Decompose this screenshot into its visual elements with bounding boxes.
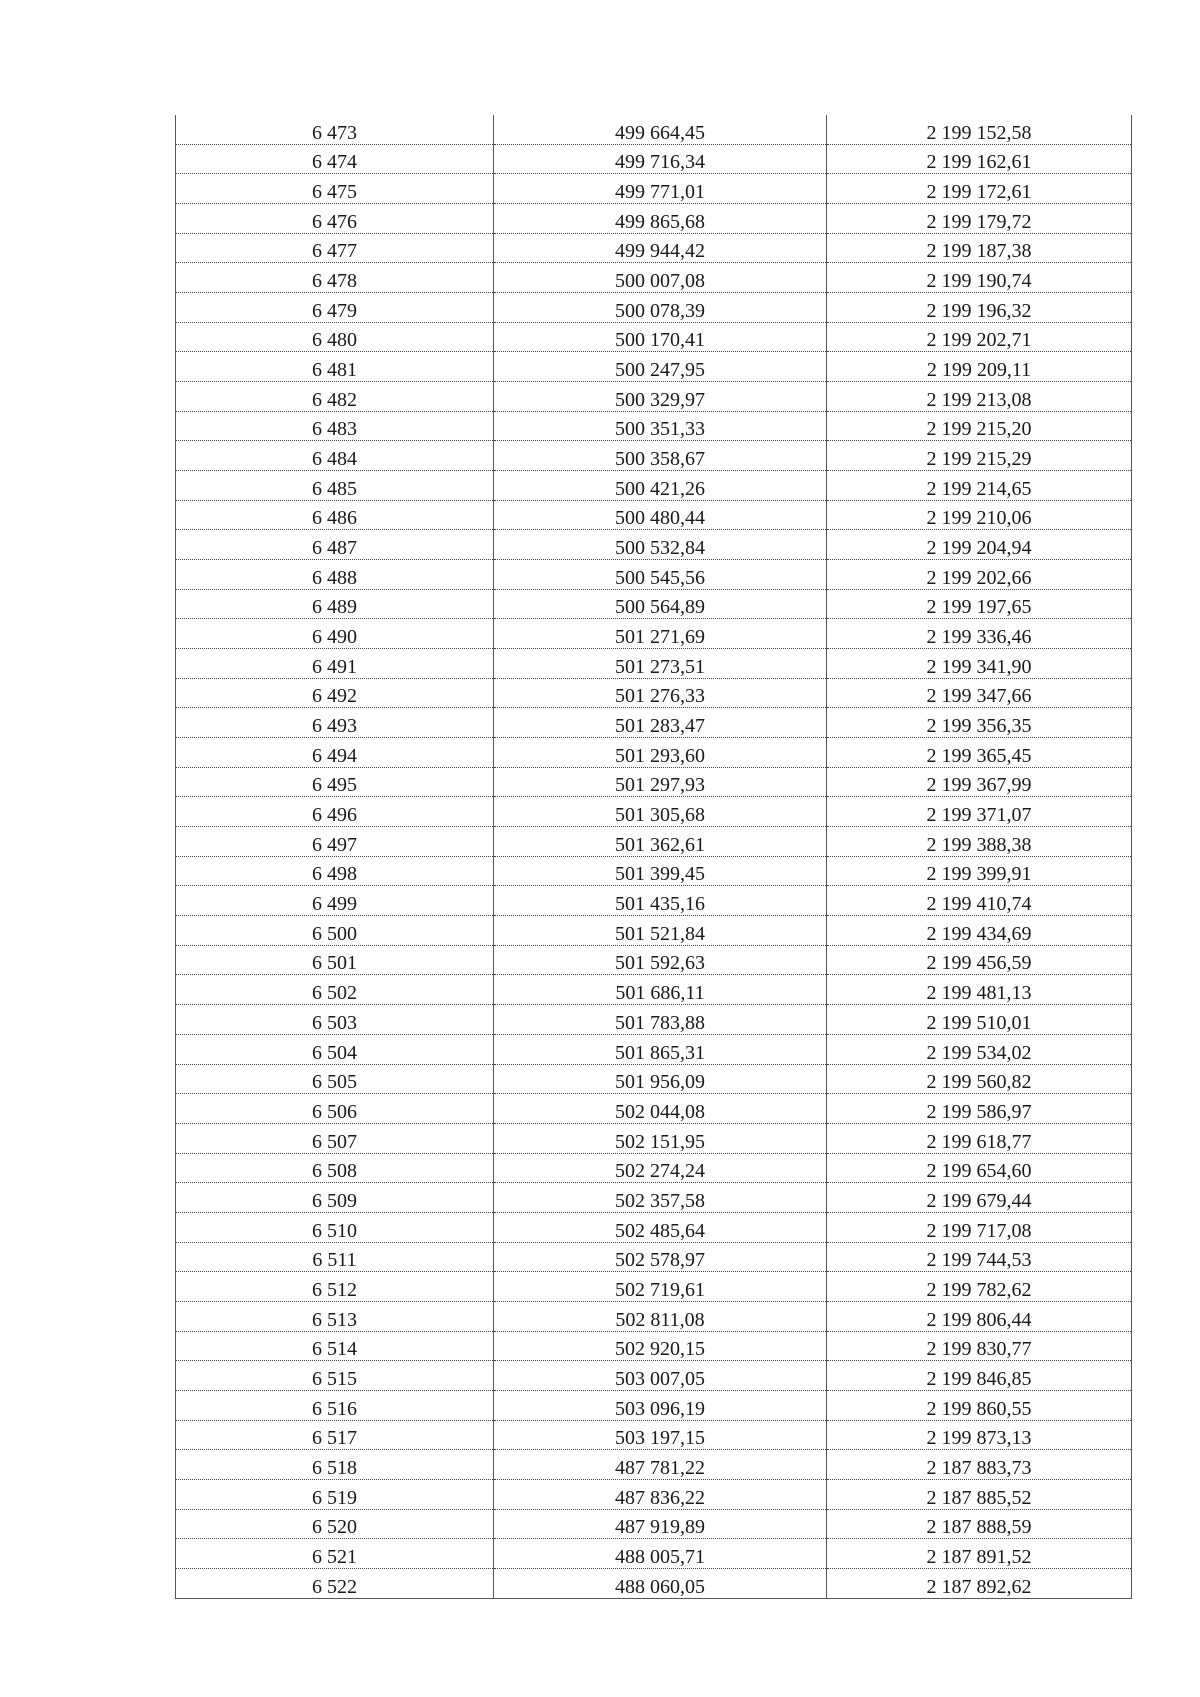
- table-row: [176, 1361, 1132, 1391]
- table-row: [176, 738, 1132, 768]
- x-coordinate-cell: 487 781,22: [494, 1450, 827, 1480]
- x-coordinate-cell: 501 956,09: [494, 1064, 827, 1094]
- point-number-cell: 6 502: [176, 975, 494, 1005]
- point-number-cell: 6 503: [176, 1005, 494, 1035]
- x-coordinate-cell: 488 060,05: [494, 1568, 827, 1598]
- x-coordinate-cell: 502 485,64: [494, 1212, 827, 1242]
- point-number-cell: 6 512: [176, 1272, 494, 1302]
- point-number-cell: 6 487: [176, 530, 494, 560]
- x-coordinate-cell: 500 247,95: [494, 352, 827, 382]
- table-row: [176, 1064, 1132, 1094]
- x-coordinate-cell: 501 783,88: [494, 1005, 827, 1035]
- y-coordinate-cell: 2 199 162,61: [827, 144, 1132, 174]
- x-coordinate-cell: 499 944,42: [494, 233, 827, 263]
- y-coordinate-cell: 2 199 202,71: [827, 322, 1132, 352]
- y-coordinate-cell: 2 199 202,66: [827, 560, 1132, 590]
- y-coordinate-cell: 2 199 534,02: [827, 1034, 1132, 1064]
- y-coordinate-cell: 2 199 744,53: [827, 1242, 1132, 1272]
- table-row: [176, 293, 1132, 323]
- table-row: [176, 1034, 1132, 1064]
- y-coordinate-cell: 2 199 586,97: [827, 1094, 1132, 1124]
- y-coordinate-cell: 2 187 883,73: [827, 1450, 1132, 1480]
- y-coordinate-cell: 2 199 190,74: [827, 263, 1132, 293]
- x-coordinate-cell: 501 276,33: [494, 678, 827, 708]
- x-coordinate-cell: 501 399,45: [494, 856, 827, 886]
- x-coordinate-cell: 501 293,60: [494, 738, 827, 768]
- y-coordinate-cell: 2 199 399,91: [827, 856, 1132, 886]
- x-coordinate-cell: 500 358,67: [494, 441, 827, 471]
- y-coordinate-cell: 2 199 197,65: [827, 589, 1132, 619]
- point-number-cell: 6 497: [176, 827, 494, 857]
- point-number-cell: 6 522: [176, 1568, 494, 1598]
- x-coordinate-cell: 501 521,84: [494, 916, 827, 946]
- x-coordinate-cell: 500 351,33: [494, 411, 827, 441]
- table-row: [176, 708, 1132, 738]
- table-row: [176, 560, 1132, 590]
- x-coordinate-cell: 503 197,15: [494, 1420, 827, 1450]
- point-number-cell: 6 485: [176, 471, 494, 501]
- y-coordinate-cell: 2 199 434,69: [827, 916, 1132, 946]
- y-coordinate-cell: 2 199 196,32: [827, 293, 1132, 323]
- table-row: [176, 263, 1132, 293]
- x-coordinate-cell: 502 151,95: [494, 1123, 827, 1153]
- x-coordinate-cell: 502 719,61: [494, 1272, 827, 1302]
- x-coordinate-cell: 487 919,89: [494, 1509, 827, 1539]
- coordinates-table: [175, 115, 1132, 1599]
- x-coordinate-cell: 500 329,97: [494, 382, 827, 412]
- table-row: [176, 1153, 1132, 1183]
- x-coordinate-cell: 501 273,51: [494, 649, 827, 679]
- y-coordinate-cell: 2 199 347,66: [827, 678, 1132, 708]
- table-row: [176, 382, 1132, 412]
- y-coordinate-cell: 2 199 782,62: [827, 1272, 1132, 1302]
- table-row: [176, 233, 1132, 263]
- table-row: [176, 115, 1132, 144]
- y-coordinate-cell: 2 199 679,44: [827, 1183, 1132, 1213]
- x-coordinate-cell: 499 664,45: [494, 115, 827, 144]
- point-number-cell: 6 520: [176, 1509, 494, 1539]
- x-coordinate-cell: 501 283,47: [494, 708, 827, 738]
- table-row: [176, 1420, 1132, 1450]
- table-row: [176, 1094, 1132, 1124]
- y-coordinate-cell: 2 199 410,74: [827, 886, 1132, 916]
- table-row: [176, 1123, 1132, 1153]
- point-number-cell: 6 478: [176, 263, 494, 293]
- x-coordinate-cell: 500 545,56: [494, 560, 827, 590]
- y-coordinate-cell: 2 199 456,59: [827, 945, 1132, 975]
- point-number-cell: 6 499: [176, 886, 494, 916]
- table-row: [176, 1479, 1132, 1509]
- x-coordinate-cell: 501 592,63: [494, 945, 827, 975]
- y-coordinate-cell: 2 199 873,13: [827, 1420, 1132, 1450]
- y-coordinate-cell: 2 199 210,06: [827, 500, 1132, 530]
- x-coordinate-cell: 501 686,11: [494, 975, 827, 1005]
- table-row: [176, 441, 1132, 471]
- x-coordinate-cell: 500 170,41: [494, 322, 827, 352]
- x-coordinate-cell: 501 297,93: [494, 767, 827, 797]
- point-number-cell: 6 492: [176, 678, 494, 708]
- table-row: [176, 530, 1132, 560]
- y-coordinate-cell: 2 199 388,38: [827, 827, 1132, 857]
- table-row: [176, 649, 1132, 679]
- x-coordinate-cell: 503 007,05: [494, 1361, 827, 1391]
- y-coordinate-cell: 2 199 717,08: [827, 1212, 1132, 1242]
- y-coordinate-cell: 2 199 806,44: [827, 1301, 1132, 1331]
- table-row: [176, 1183, 1132, 1213]
- point-number-cell: 6 498: [176, 856, 494, 886]
- table-row: [176, 916, 1132, 946]
- point-number-cell: 6 518: [176, 1450, 494, 1480]
- table-row: [176, 589, 1132, 619]
- x-coordinate-cell: 501 362,61: [494, 827, 827, 857]
- x-coordinate-cell: 499 716,34: [494, 144, 827, 174]
- table-row: [176, 886, 1132, 916]
- x-coordinate-cell: 500 564,89: [494, 589, 827, 619]
- table-row: [176, 204, 1132, 234]
- y-coordinate-cell: 2 199 179,72: [827, 204, 1132, 234]
- x-coordinate-cell: 488 005,71: [494, 1539, 827, 1569]
- table-row: [176, 471, 1132, 501]
- point-number-cell: 6 488: [176, 560, 494, 590]
- x-coordinate-cell: 501 865,31: [494, 1034, 827, 1064]
- table-row: [176, 411, 1132, 441]
- x-coordinate-cell: 501 305,68: [494, 797, 827, 827]
- table-row: [176, 174, 1132, 204]
- x-coordinate-cell: 500 480,44: [494, 500, 827, 530]
- point-number-cell: 6 505: [176, 1064, 494, 1094]
- table-row: [176, 797, 1132, 827]
- point-number-cell: 6 508: [176, 1153, 494, 1183]
- table-row: [176, 1005, 1132, 1035]
- x-coordinate-cell: 499 865,68: [494, 204, 827, 234]
- y-coordinate-cell: 2 199 560,82: [827, 1064, 1132, 1094]
- point-number-cell: 6 479: [176, 293, 494, 323]
- point-number-cell: 6 500: [176, 916, 494, 946]
- point-number-cell: 6 496: [176, 797, 494, 827]
- point-number-cell: 6 484: [176, 441, 494, 471]
- x-coordinate-cell: 500 007,08: [494, 263, 827, 293]
- y-coordinate-cell: 2 199 336,46: [827, 619, 1132, 649]
- y-coordinate-cell: 2 199 365,45: [827, 738, 1132, 768]
- point-number-cell: 6 519: [176, 1479, 494, 1509]
- y-coordinate-cell: 2 199 356,35: [827, 708, 1132, 738]
- y-coordinate-cell: 2 199 215,20: [827, 411, 1132, 441]
- point-number-cell: 6 517: [176, 1420, 494, 1450]
- x-coordinate-cell: 502 578,97: [494, 1242, 827, 1272]
- x-coordinate-cell: 503 096,19: [494, 1390, 827, 1420]
- point-number-cell: 6 494: [176, 738, 494, 768]
- x-coordinate-cell: 501 435,16: [494, 886, 827, 916]
- point-number-cell: 6 516: [176, 1390, 494, 1420]
- table-row: [176, 144, 1132, 174]
- table-row: [176, 322, 1132, 352]
- table-row: [176, 1212, 1132, 1242]
- table-row: [176, 352, 1132, 382]
- point-number-cell: 6 504: [176, 1034, 494, 1064]
- table-row: [176, 1242, 1132, 1272]
- y-coordinate-cell: 2 199 204,94: [827, 530, 1132, 560]
- y-coordinate-cell: 2 199 341,90: [827, 649, 1132, 679]
- point-number-cell: 6 513: [176, 1301, 494, 1331]
- x-coordinate-cell: 502 044,08: [494, 1094, 827, 1124]
- point-number-cell: 6 495: [176, 767, 494, 797]
- y-coordinate-cell: 2 199 209,11: [827, 352, 1132, 382]
- y-coordinate-cell: 2 199 172,61: [827, 174, 1132, 204]
- y-coordinate-cell: 2 187 891,52: [827, 1539, 1132, 1569]
- x-coordinate-cell: 500 078,39: [494, 293, 827, 323]
- y-coordinate-cell: 2 199 654,60: [827, 1153, 1132, 1183]
- table-row: [176, 619, 1132, 649]
- point-number-cell: 6 474: [176, 144, 494, 174]
- table-row: [176, 827, 1132, 857]
- x-coordinate-cell: 501 271,69: [494, 619, 827, 649]
- point-number-cell: 6 473: [176, 115, 494, 144]
- table-row: [176, 1272, 1132, 1302]
- y-coordinate-cell: 2 199 213,08: [827, 382, 1132, 412]
- table-row: [176, 1390, 1132, 1420]
- point-number-cell: 6 483: [176, 411, 494, 441]
- table-row: [176, 1450, 1132, 1480]
- point-number-cell: 6 482: [176, 382, 494, 412]
- point-number-cell: 6 506: [176, 1094, 494, 1124]
- x-coordinate-cell: 502 811,08: [494, 1301, 827, 1331]
- y-coordinate-cell: 2 187 888,59: [827, 1509, 1132, 1539]
- x-coordinate-cell: 499 771,01: [494, 174, 827, 204]
- x-coordinate-cell: 502 274,24: [494, 1153, 827, 1183]
- point-number-cell: 6 481: [176, 352, 494, 382]
- point-number-cell: 6 476: [176, 204, 494, 234]
- table-row: [176, 500, 1132, 530]
- point-number-cell: 6 480: [176, 322, 494, 352]
- y-coordinate-cell: 2 199 510,01: [827, 1005, 1132, 1035]
- x-coordinate-cell: 502 920,15: [494, 1331, 827, 1361]
- table-row: [176, 945, 1132, 975]
- point-number-cell: 6 521: [176, 1539, 494, 1569]
- y-coordinate-cell: 2 199 481,13: [827, 975, 1132, 1005]
- table-row: [176, 856, 1132, 886]
- point-number-cell: 6 493: [176, 708, 494, 738]
- table-row: [176, 1509, 1132, 1539]
- table-row: [176, 1331, 1132, 1361]
- y-coordinate-cell: 2 199 367,99: [827, 767, 1132, 797]
- table-row: [176, 975, 1132, 1005]
- point-number-cell: 6 490: [176, 619, 494, 649]
- point-number-cell: 6 515: [176, 1361, 494, 1391]
- point-number-cell: 6 509: [176, 1183, 494, 1213]
- y-coordinate-cell: 2 199 618,77: [827, 1123, 1132, 1153]
- y-coordinate-cell: 2 187 885,52: [827, 1479, 1132, 1509]
- point-number-cell: 6 501: [176, 945, 494, 975]
- point-number-cell: 6 489: [176, 589, 494, 619]
- coordinates-table-body: [176, 115, 1132, 1598]
- y-coordinate-cell: 2 199 187,38: [827, 233, 1132, 263]
- table-row: [176, 1301, 1132, 1331]
- table-row: [176, 767, 1132, 797]
- point-number-cell: 6 491: [176, 649, 494, 679]
- table-row: [176, 1539, 1132, 1569]
- point-number-cell: 6 511: [176, 1242, 494, 1272]
- point-number-cell: 6 486: [176, 500, 494, 530]
- x-coordinate-cell: 502 357,58: [494, 1183, 827, 1213]
- x-coordinate-cell: 487 836,22: [494, 1479, 827, 1509]
- point-number-cell: 6 477: [176, 233, 494, 263]
- x-coordinate-cell: 500 532,84: [494, 530, 827, 560]
- table-row: [176, 1568, 1132, 1598]
- y-coordinate-cell: 2 199 830,77: [827, 1331, 1132, 1361]
- point-number-cell: 6 475: [176, 174, 494, 204]
- point-number-cell: 6 510: [176, 1212, 494, 1242]
- point-number-cell: 6 507: [176, 1123, 494, 1153]
- y-coordinate-cell: 2 199 846,85: [827, 1361, 1132, 1391]
- y-coordinate-cell: 2 199 860,55: [827, 1390, 1132, 1420]
- y-coordinate-cell: 2 187 892,62: [827, 1568, 1132, 1598]
- y-coordinate-cell: 2 199 371,07: [827, 797, 1132, 827]
- y-coordinate-cell: 2 199 214,65: [827, 471, 1132, 501]
- table-row: [176, 678, 1132, 708]
- y-coordinate-cell: 2 199 152,58: [827, 115, 1132, 144]
- point-number-cell: 6 514: [176, 1331, 494, 1361]
- y-coordinate-cell: 2 199 215,29: [827, 441, 1132, 471]
- x-coordinate-cell: 500 421,26: [494, 471, 827, 501]
